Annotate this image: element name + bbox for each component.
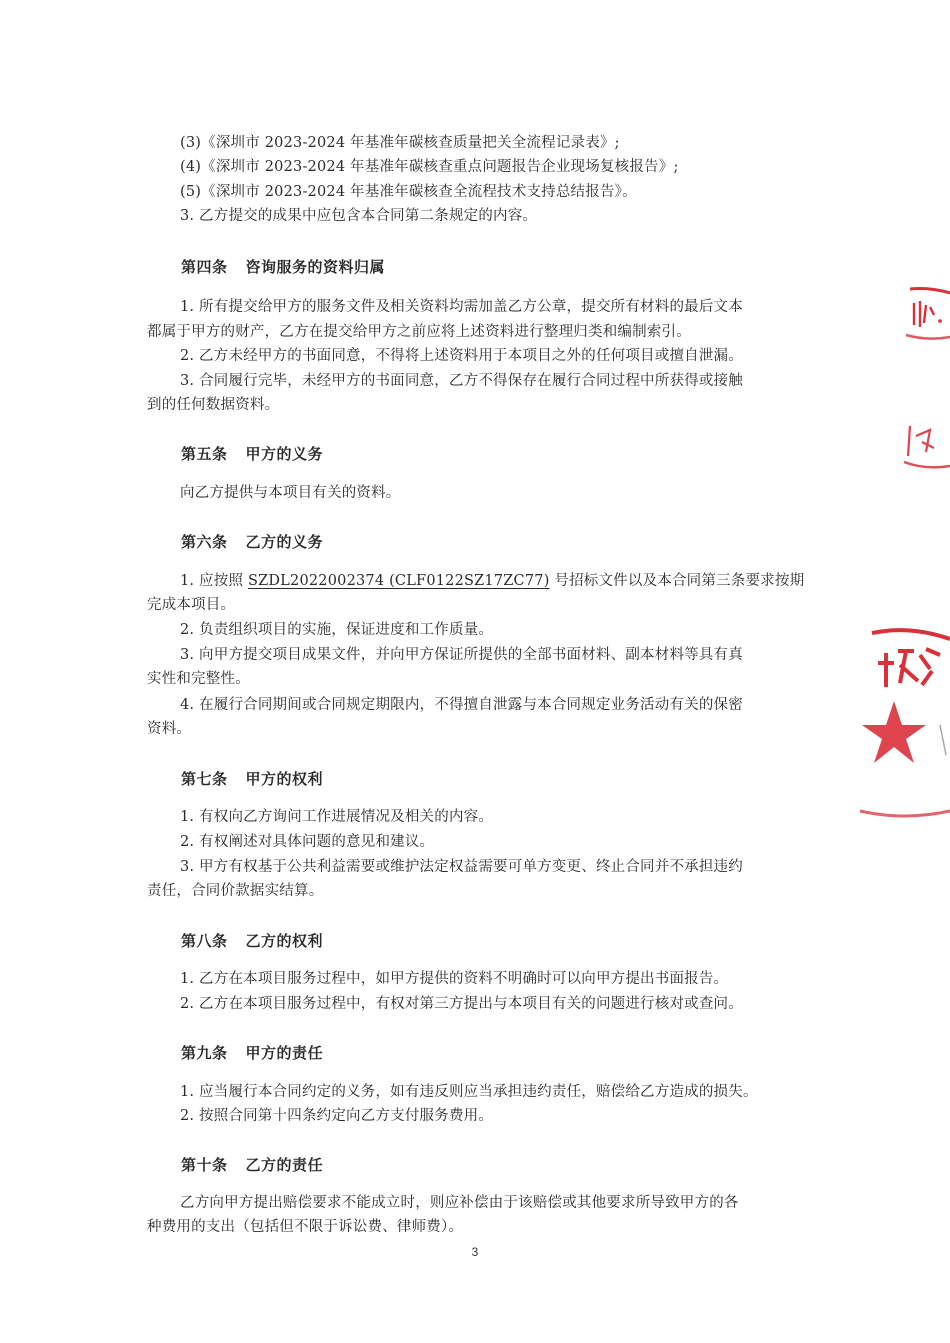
paragraph: 1. 乙方在本项目服务过程中，如甲方提供的资料不明确时可以向甲方提出书面报告。 bbox=[180, 971, 729, 987]
paragraph: 3. 合同履行完毕，未经甲方的书面同意，乙方不得保存在履行合同过程中所获得或接触 bbox=[180, 373, 743, 389]
paragraph: 到的任何数据资料。 bbox=[147, 397, 280, 413]
article-heading: 第八条 乙方的权利 bbox=[181, 932, 324, 950]
paragraph: 2. 乙方未经甲方的书面同意，不得将上述资料用于本项目之外的任何项目或擅自泄漏。 bbox=[180, 348, 743, 364]
paragraph: 1. 应按照 SZDL2022002374 (CLF0122SZ17ZC77) 号招标文件以及本合同第三条要求按期 bbox=[180, 573, 805, 589]
paragraph: 2. 有权阐述对具体问题的意见和建议。 bbox=[180, 834, 435, 850]
paragraph: 2. 乙方在本项目服务过程中，有权对第三方提出与本项目有关的问题进行核对或查问。 bbox=[180, 996, 743, 1012]
article-heading: 第十条 乙方的责任 bbox=[181, 1156, 324, 1174]
paragraph: 2. 负责组织项目的实施，保证进度和工作质量。 bbox=[180, 622, 494, 638]
paragraph: 1. 应当履行本合同约定的义务，如有违反则应当承担违约责任，赔偿给乙方造成的损失。 bbox=[180, 1084, 758, 1100]
article-heading: 第九条 甲方的责任 bbox=[181, 1044, 324, 1062]
paragraph: 1. 有权向乙方询问工作进展情况及相关的内容。 bbox=[180, 809, 494, 825]
article-heading: 第七条 甲方的权利 bbox=[181, 770, 324, 788]
paragraph: 3. 甲方有权基于公共利益需要或维护法定权益需要可单方变更、终止合同并不承担违约 bbox=[180, 859, 743, 875]
article-heading: 第六条 乙方的义务 bbox=[181, 533, 324, 551]
page-number: 3 bbox=[471, 1245, 479, 1259]
paragraph: 1. 所有提交给甲方的服务文件及相关资料均需加盖乙方公章，提交所有材料的最后文本 bbox=[180, 299, 743, 315]
paragraph: 3. 向甲方提交项目成果文件，并向甲方保证所提供的全部书面材料、副本材料等具有真 bbox=[180, 647, 743, 663]
paragraph: 都属于甲方的财产，乙方在提交给甲方之前应将上述资料进行整理归类和编制索引。 bbox=[147, 324, 691, 340]
paragraph: 向乙方提供与本项目有关的资料。 bbox=[180, 485, 401, 501]
list-item: (3)《深圳市 2023-2024 年基准年碳核查质量把关全流程记录表》; bbox=[180, 135, 620, 151]
list-item: (5)《深圳市 2023-2024 年基准年碳核查全流程技术支持总结报告》。 bbox=[180, 184, 637, 200]
paragraph: 实性和完整性。 bbox=[147, 671, 250, 687]
paragraph: 责任，合同价款据实结算。 bbox=[147, 883, 324, 899]
paragraph: 4. 在履行合同期间或合同规定期限内，不得擅自泄露与本合同规定业务活动有关的保密 bbox=[180, 697, 743, 713]
paragraph: 种费用的支出（包括但不限于诉讼费、律师费）。 bbox=[147, 1219, 464, 1235]
seal-fragment-top bbox=[900, 285, 950, 345]
seal-fragment-middle bbox=[900, 412, 950, 472]
tender-code: SZDL2022002374 (CLF0122SZ17ZC77) bbox=[247, 573, 550, 589]
article-heading: 第四条 咨询服务的资料归属 bbox=[181, 258, 386, 276]
article-heading: 第五条 甲方的义务 bbox=[181, 445, 324, 463]
seal-fragment-bottom bbox=[860, 625, 950, 825]
paragraph: 完成本项目。 bbox=[147, 597, 236, 613]
paragraph: 3. 乙方提交的成果中应包含本合同第二条规定的内容。 bbox=[180, 208, 538, 224]
paragraph: 资料。 bbox=[147, 721, 192, 737]
list-item: (4)《深圳市 2023-2024 年基准年碳核查重点问题报告企业现场复核报告》; bbox=[180, 159, 679, 175]
paragraph: 2. 按照合同第十四条约定向乙方支付服务费用。 bbox=[180, 1108, 494, 1124]
paragraph: 乙方向甲方提出赔偿要求不能成立时，则应补偿由于该赔偿或其他要求所导致甲方的各 bbox=[180, 1195, 739, 1211]
